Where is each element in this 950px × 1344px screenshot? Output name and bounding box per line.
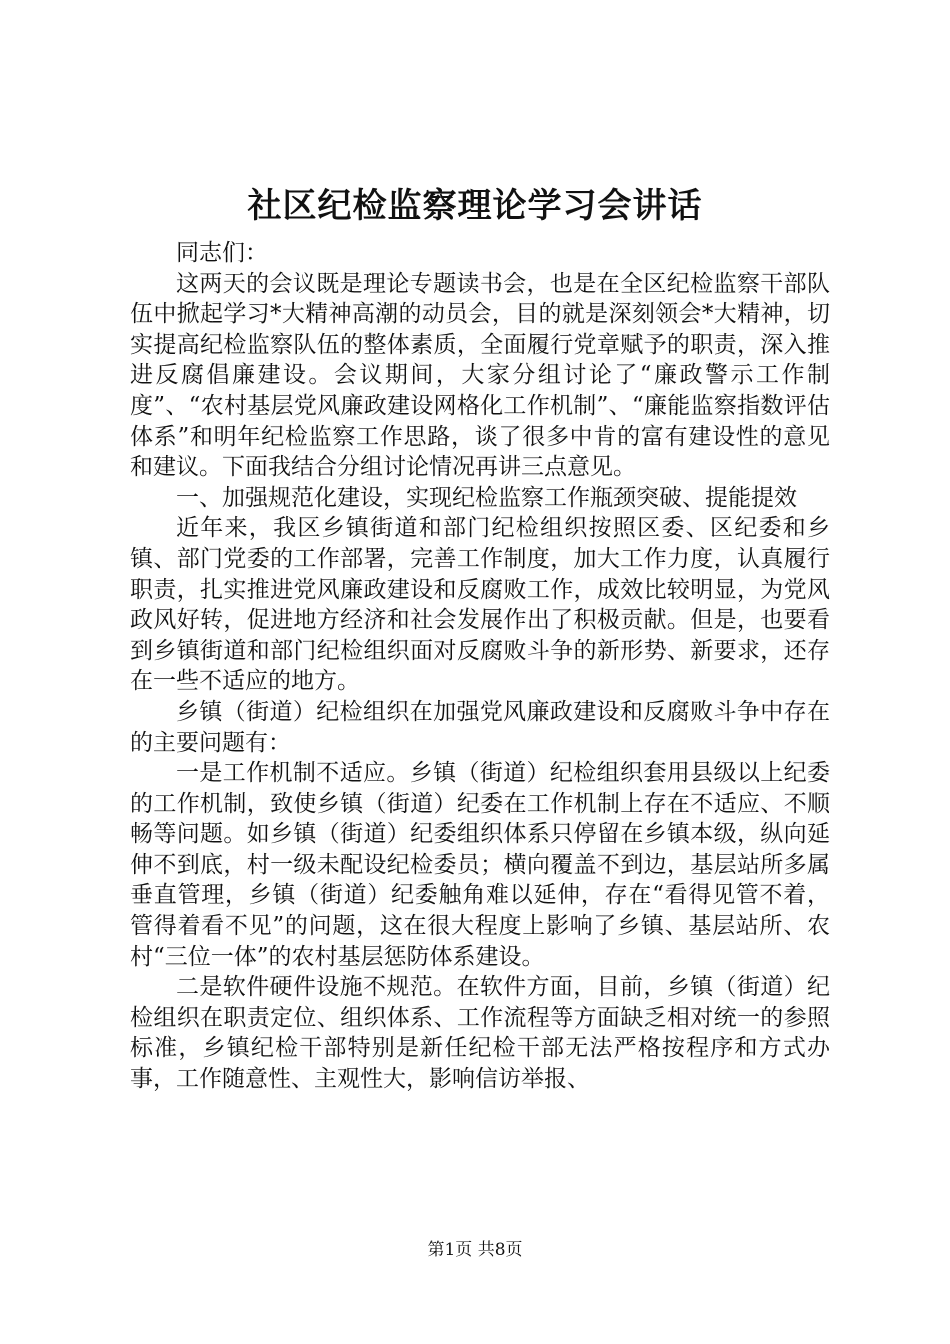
body-paragraph: 二是软件硬件设施不规范。在软件方面，目前，乡镇（街道）纪检组织在职责定位、组织体系、工作流程等方面缺乏相对统一的参照标准，乡镇纪检干部特别是新任纪检干部无法严格按程序和方式办事，工作随意性、主观性大，影响信访举报、 (130, 974, 830, 1093)
salutation-paragraph: 同志们： (176, 240, 268, 266)
intro-paragraph: 这两天的会议既是理论专题读书会，也是在全区纪检监察干部队伍中掀起学习*大精神高潮的动员会，目的就是深刻领会*大精神，切实提高纪检监察队伍的整体素质，全面履行党章赋予的职责，深入推进反腐倡廉建设。会议期间，大家分组讨论了“廉政警示工作制度”、“农村基层党风廉政建设网格化工作机制”、“廉能监察指数评估体系”和明年纪检监察工作思路，谈了很多中肯的富有建设性的意见和建议。下面我结合分组讨论情况再讲三点意见。 (130, 270, 831, 481)
document-title: 社区纪检监察理论学习会讲话 (247, 186, 703, 226)
page-number-footer: 第1页 共8页 (427, 1240, 523, 1260)
body-paragraph: 近年来，我区乡镇街道和部门纪检组织按照区委、区纪委和乡镇、部门党委的工作部署，完善工作制度，加大工作力度，认真履行职责，扎实推进党风廉政建设和反腐败工作，成效比较明显，为党风政风好转，促进地方经济和社会发展作出了积极贡献。但是，也要看到乡镇街道和部门纪检组织面对反腐败斗争的新形势、新要求，还存在一些不适应的地方。 (130, 515, 830, 695)
body-paragraph: 乡镇（街道）纪检组织在加强党风廉政建设和反腐败斗争中存在的主要问题有： (130, 698, 830, 756)
section-heading: 一、加强规范化建设，实现纪检监察工作瓶颈突破、提能提效 (176, 484, 797, 511)
body-paragraph: 一是工作机制不适应。乡镇（街道）纪检组织套用县级以上纪委的工作机制，致使乡镇（街道）纪委在工作机制上存在不适应、不顺畅等问题。如乡镇（街道）纪委组织体系只停留在乡镇本级，纵向延伸不到底，村一级未配设纪检委员；横向覆盖不到边，基层站所多属垂直管理，乡镇（街道）纪委触角难以延伸，存在“看得见管不着，管得着看不见”的问题，这在很大程度上影响了乡镇、基层站所、农村“三位一体”的农村基层惩防体系建设。 (130, 760, 830, 970)
document-body (130, 238, 830, 1095)
